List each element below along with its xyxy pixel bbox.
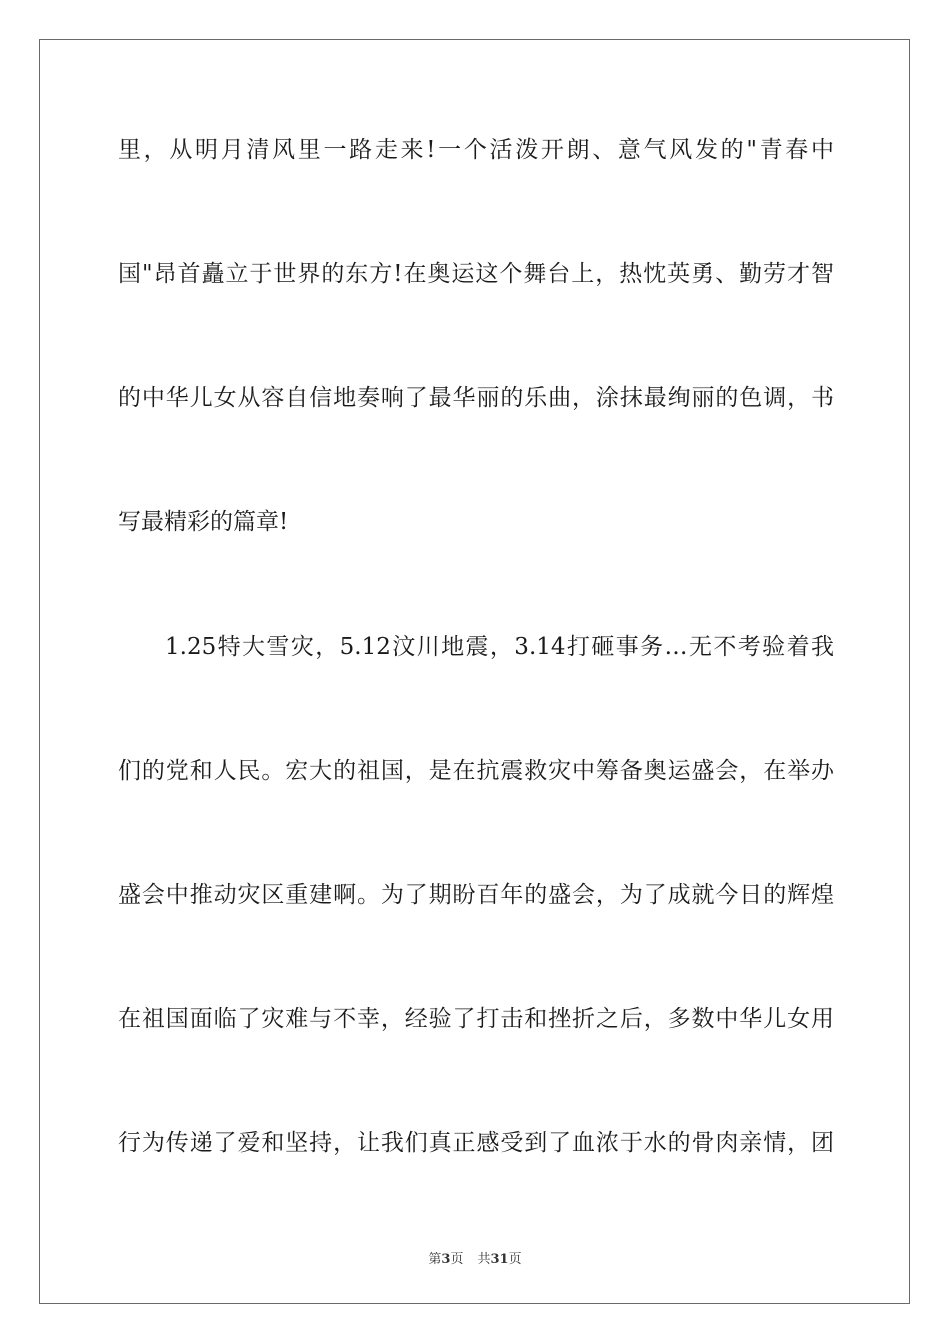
text-line: 写最精彩的篇章! [118, 509, 289, 535]
text-line: 1.25特大雪灾，5.12汶川地震，3.14打砸事务…无不考验着我 [165, 634, 834, 660]
text-line: 们的党和人民。宏大的祖国，是在抗震救灾中筹备奥运盛会，在举办 [118, 758, 834, 784]
text-line: 在祖国面临了灾难与不幸，经验了打击和挫折之后，多数中华儿女用 [118, 1006, 834, 1032]
text-line: 行为传递了爱和坚持，让我们真正感受到了血浓于水的骨肉亲情，团 [118, 1130, 834, 1156]
text-line: 国"昂首矗立于世界的东方!在奥运这个舞台上，热忱英勇、勤劳才智 [118, 261, 834, 287]
page-number: 第3页 [428, 1252, 464, 1267]
page-border [39, 39, 910, 1304]
text-line: 里，从明月清风里一路走来!一个活泼开朗、意气风发的"青春中 [118, 137, 834, 163]
page-footer [0, 1248, 950, 1267]
text-line: 盛会中推动灾区重建啊。为了期盼百年的盛会，为了成就今日的辉煌 [118, 882, 834, 908]
page-total: 共31页 [477, 1252, 522, 1267]
text-line: 的中华儿女从容自信地奏响了最华丽的乐曲，涂抹最绚丽的色调，书 [118, 385, 834, 411]
